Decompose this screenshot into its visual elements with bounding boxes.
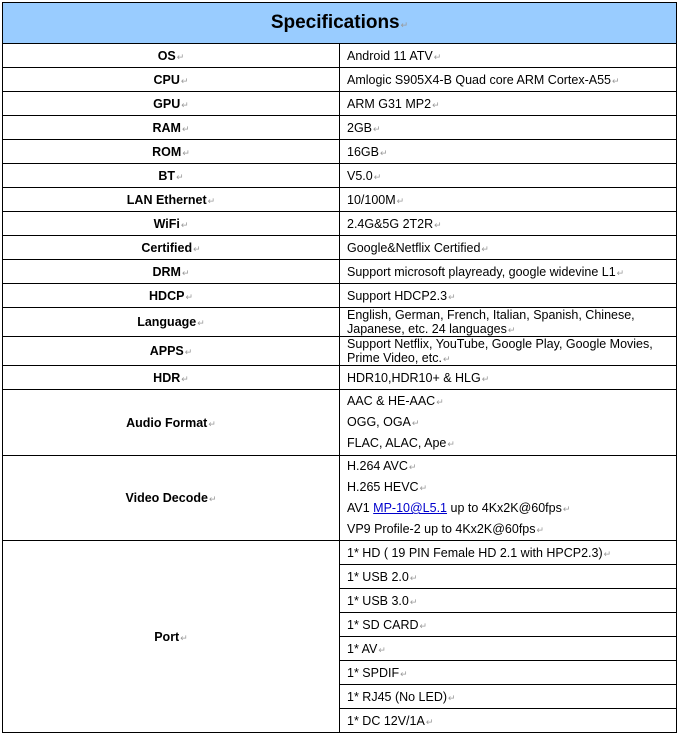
spec-label: Video Decode ↵ <box>126 491 217 505</box>
port-item: 1* USB 3.0 ↵ <box>347 594 417 608</box>
spec-label: Language ↵ <box>137 315 205 329</box>
spec-value-line: H.265 HEVC ↵ <box>347 480 427 494</box>
spec-value: HDR10,HDR10+ & HLG ↵ <box>347 371 489 385</box>
spec-value: Amlogic S905X4-B Quad core ARM Cortex-A55 ↵ <box>347 73 620 87</box>
spec-value-line: AAC & HE-AAC ↵ <box>347 394 444 408</box>
spec-label: HDR ↵ <box>153 371 189 385</box>
spec-value: Support Netflix, YouTube, Google Play, Google Movies, Prime Video, etc. ↵ <box>347 337 653 365</box>
header-row <box>3 3 677 44</box>
spec-label: APPS ↵ <box>150 344 193 358</box>
spec-value: 10/100M ↵ <box>347 193 404 207</box>
spec-row-video <box>3 456 677 541</box>
port-item: 1* USB 2.0 ↵ <box>347 570 417 584</box>
spec-label: DRM ↵ <box>152 265 189 279</box>
spec-row <box>3 236 677 260</box>
port-item: 1* DC 12V/1A ↵ <box>347 714 433 728</box>
av1-link[interactable]: MP-10@L5.1 <box>373 501 448 515</box>
spec-value: Android 11 ATV ↵ <box>347 49 441 63</box>
spec-row <box>3 188 677 212</box>
spec-row <box>3 366 677 390</box>
spec-row <box>3 284 677 308</box>
spec-value-line: OGG, OGA ↵ <box>347 415 419 429</box>
spec-row-port <box>3 541 677 565</box>
port-item: 1* RJ45 (No LED) ↵ <box>347 690 456 704</box>
spec-label: GPU ↵ <box>153 97 189 111</box>
spec-value: 2.4G&5G 2T2R ↵ <box>347 217 442 231</box>
spec-value: V5.0 ↵ <box>347 169 381 183</box>
spec-label: ROM ↵ <box>152 145 190 159</box>
spec-value: 16GB ↵ <box>347 145 388 159</box>
specifications-table <box>2 2 677 733</box>
spec-row <box>3 68 677 92</box>
spec-value-line: H.264 AVC ↵ <box>347 459 416 473</box>
spec-label: CPU ↵ <box>154 73 189 87</box>
spec-label: HDCP ↵ <box>149 289 193 303</box>
spec-row <box>3 260 677 284</box>
port-item: 1* SD CARD ↵ <box>347 618 427 632</box>
spec-label: WiFi ↵ <box>154 217 189 231</box>
spec-label: BT ↵ <box>158 169 183 183</box>
spec-label: Port ↵ <box>154 630 188 644</box>
spec-row-audio <box>3 390 677 456</box>
spec-value: Google&Netflix Certified ↵ <box>347 241 489 255</box>
spec-row <box>3 140 677 164</box>
spec-value-line: FLAC, ALAC, Ape ↵ <box>347 436 455 450</box>
spec-value: 2GB ↵ <box>347 121 381 135</box>
spec-value: Support microsoft playready, google widevine L1 ↵ <box>347 265 624 279</box>
spec-row <box>3 116 677 140</box>
spec-value-line: VP9 Profile-2 up to 4Kx2K@60fps ↵ <box>347 522 544 536</box>
av1-prefix: AV1 <box>347 501 374 515</box>
port-item: 1* AV ↵ <box>347 642 386 656</box>
spec-label: LAN Ethernet ↵ <box>127 193 215 207</box>
spec-value: Support HDCP2.3 ↵ <box>347 289 456 303</box>
port-item: 1* SPDIF ↵ <box>347 666 408 680</box>
spec-value: ARM G31 MP2 ↵ <box>347 97 440 111</box>
port-item: 1* HD ( 19 PIN Female HD 2.1 with HPCP2.3) ↵ <box>347 546 611 560</box>
spec-row <box>3 212 677 236</box>
spec-row <box>3 337 677 366</box>
spec-label: OS ↵ <box>158 49 185 63</box>
spec-row <box>3 44 677 68</box>
spec-label: Certified ↵ <box>141 241 200 255</box>
spec-label: Audio Format ↵ <box>126 416 216 430</box>
av1-suffix: up to 4Kx2K@60fps <box>447 501 562 515</box>
spec-row <box>3 164 677 188</box>
spec-row <box>3 308 677 337</box>
spec-value: English, German, French, Italian, Spanish, Chinese, Japanese, etc. 24 languages ↵ <box>347 308 635 336</box>
spec-label: RAM ↵ <box>152 121 189 135</box>
spec-row <box>3 92 677 116</box>
table-title: Specifications ↵ <box>271 12 408 33</box>
